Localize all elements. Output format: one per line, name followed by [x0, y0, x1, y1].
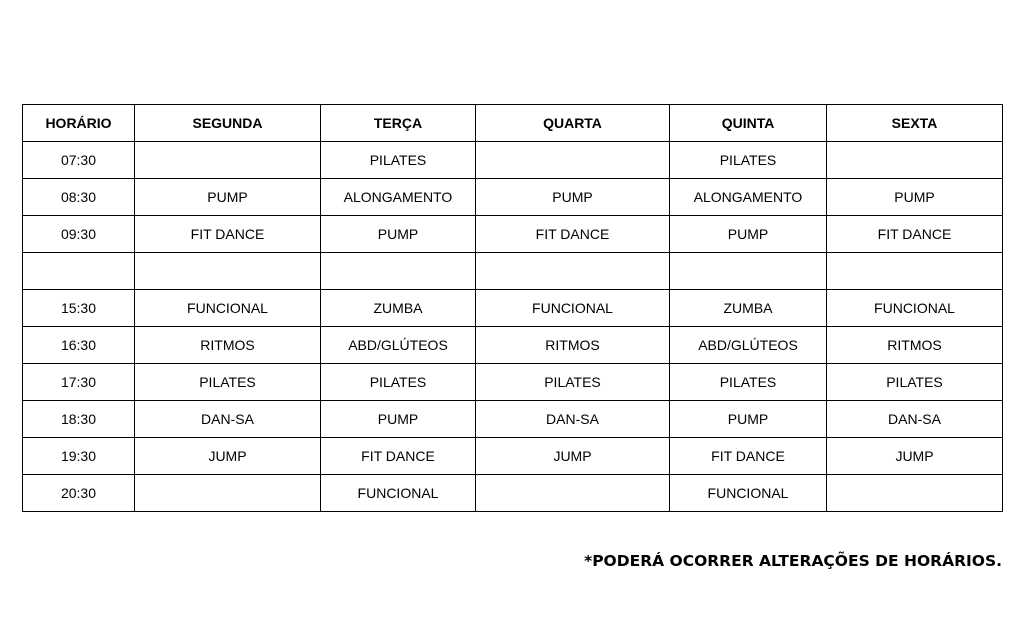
cell-sexta: JUMP [827, 438, 1003, 475]
cell-quarta: JUMP [476, 438, 670, 475]
cell-time: 08:30 [23, 179, 135, 216]
cell-quarta: PUMP [476, 179, 670, 216]
cell-quarta: PILATES [476, 364, 670, 401]
header-terca: TERÇA [321, 105, 476, 142]
cell-quinta: ZUMBA [670, 290, 827, 327]
table-row [23, 438, 1003, 475]
cell-segunda: RITMOS [135, 327, 321, 364]
header-sexta: SEXTA [827, 105, 1003, 142]
cell-terca: PILATES [321, 142, 476, 179]
cell-time: 07:30 [23, 142, 135, 179]
cell-quinta: PILATES [670, 142, 827, 179]
cell-quinta: PUMP [670, 216, 827, 253]
cell-sexta: PUMP [827, 179, 1003, 216]
cell-sexta: PILATES [827, 364, 1003, 401]
cell-quinta: FIT DANCE [670, 438, 827, 475]
schedule-note: *PODERÁ OCORRER ALTERAÇÕES DE HORÁRIOS. [584, 552, 1002, 570]
cell-quarta [476, 475, 670, 512]
schedule-table [22, 104, 1003, 512]
cell-terca: FIT DANCE [321, 438, 476, 475]
cell-segunda [135, 142, 321, 179]
schedule-header [23, 105, 1003, 142]
cell-segunda: PUMP [135, 179, 321, 216]
cell-quinta: FUNCIONAL [670, 475, 827, 512]
cell-terca: PUMP [321, 216, 476, 253]
header-quinta: QUINTA [670, 105, 827, 142]
cell-time: 17:30 [23, 364, 135, 401]
cell-segunda [135, 475, 321, 512]
cell-segunda: DAN-SA [135, 401, 321, 438]
cell-quarta: FIT DANCE [476, 216, 670, 253]
cell-time: 20:30 [23, 475, 135, 512]
header-segunda: SEGUNDA [135, 105, 321, 142]
cell-quinta: PUMP [670, 401, 827, 438]
cell-segunda: FIT DANCE [135, 216, 321, 253]
header-horario: HORÁRIO [23, 105, 135, 142]
table-row [23, 401, 1003, 438]
cell-quarta [476, 142, 670, 179]
cell-quarta: DAN-SA [476, 401, 670, 438]
table-row [23, 327, 1003, 364]
cell-terca: ZUMBA [321, 290, 476, 327]
table-row [23, 216, 1003, 253]
cell-quinta: ABD/GLÚTEOS [670, 327, 827, 364]
table-row [23, 179, 1003, 216]
cell-segunda [135, 253, 321, 290]
cell-sexta [827, 253, 1003, 290]
cell-sexta: RITMOS [827, 327, 1003, 364]
cell-terca: PILATES [321, 364, 476, 401]
cell-time: 18:30 [23, 401, 135, 438]
cell-terca: ALONGAMENTO [321, 179, 476, 216]
cell-quinta: ALONGAMENTO [670, 179, 827, 216]
cell-terca: ABD/GLÚTEOS [321, 327, 476, 364]
table-row [23, 475, 1003, 512]
table-row [23, 253, 1003, 290]
cell-terca: FUNCIONAL [321, 475, 476, 512]
cell-time: 09:30 [23, 216, 135, 253]
header-row [23, 105, 1003, 142]
cell-sexta: FUNCIONAL [827, 290, 1003, 327]
cell-time: 19:30 [23, 438, 135, 475]
cell-quarta: RITMOS [476, 327, 670, 364]
header-quarta: QUARTA [476, 105, 670, 142]
table-row [23, 142, 1003, 179]
cell-quinta [670, 253, 827, 290]
cell-time [23, 253, 135, 290]
cell-time: 16:30 [23, 327, 135, 364]
cell-terca [321, 253, 476, 290]
cell-sexta [827, 142, 1003, 179]
cell-quinta: PILATES [670, 364, 827, 401]
cell-terca: PUMP [321, 401, 476, 438]
table-row [23, 290, 1003, 327]
schedule-body [23, 142, 1003, 512]
cell-quarta [476, 253, 670, 290]
cell-time: 15:30 [23, 290, 135, 327]
cell-segunda: JUMP [135, 438, 321, 475]
cell-segunda: FUNCIONAL [135, 290, 321, 327]
cell-quarta: FUNCIONAL [476, 290, 670, 327]
cell-sexta [827, 475, 1003, 512]
cell-sexta: DAN-SA [827, 401, 1003, 438]
table-row [23, 364, 1003, 401]
cell-sexta: FIT DANCE [827, 216, 1003, 253]
cell-segunda: PILATES [135, 364, 321, 401]
